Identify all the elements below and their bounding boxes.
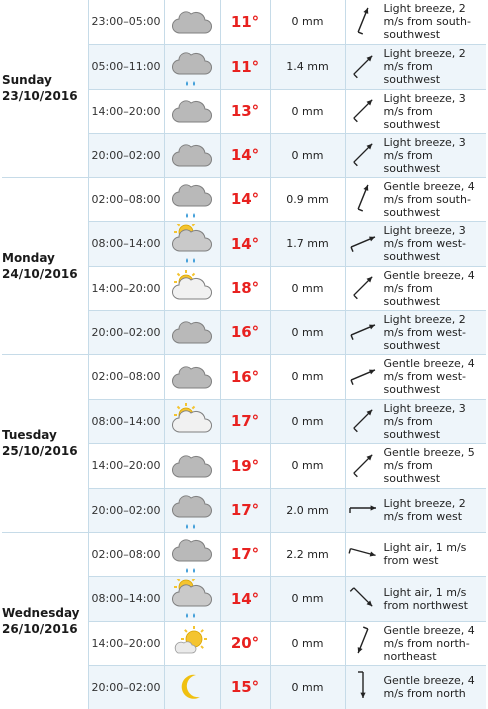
sun-cloud-rain-icon <box>165 579 220 619</box>
temperature: 16° <box>220 310 270 354</box>
weather-symbol <box>164 44 220 89</box>
wind-cell <box>345 89 486 133</box>
period-time: 05:00–11:00 <box>88 44 164 89</box>
wind-arrow-icon <box>346 404 380 438</box>
moon-icon <box>165 667 220 707</box>
cloud-icon <box>165 2 220 42</box>
sun-cloud-rain-icon <box>165 224 220 264</box>
period-time: 20:00–02:00 <box>88 310 164 354</box>
wind-arrow-icon <box>346 360 380 394</box>
precipitation: 1.7 mm <box>270 221 345 266</box>
day-date: 25/10/2016 <box>2 444 78 458</box>
wind-arrow-icon <box>346 670 380 704</box>
wind-description: Light breeze, 2 m/s from west <box>383 497 466 523</box>
precipitation: 0 mm <box>270 354 345 399</box>
precipitation: 0.9 mm <box>270 177 345 221</box>
temperature: 15° <box>220 665 270 709</box>
wind-cell <box>345 443 486 488</box>
wind-description: Light breeze, 2 m/s from south-southwest <box>383 2 471 42</box>
cloud-icon <box>165 91 220 131</box>
wind-description: Gentle breeze, 4 m/s from north-northeast <box>383 623 475 663</box>
precipitation: 2.2 mm <box>270 532 345 576</box>
forecast-row <box>2 177 486 221</box>
wind-cell <box>345 399 486 443</box>
day-name: Sunday <box>2 73 52 88</box>
wind-cell <box>345 354 486 399</box>
sun-small-cloud-icon <box>165 623 220 663</box>
day-cell <box>2 0 88 177</box>
weather-symbol <box>164 488 220 532</box>
wind-cell <box>345 532 486 576</box>
wind-arrow-icon <box>346 315 380 349</box>
day-name: Monday <box>2 250 55 265</box>
wind-cell <box>345 488 486 532</box>
day-date: 23/10/2016 <box>2 89 78 104</box>
wind-arrow-icon <box>346 94 380 128</box>
cloud-icon <box>165 357 220 397</box>
cloud-rain-icon <box>165 179 220 219</box>
wind-description: Light breeze, 2 m/s from west-southwest <box>383 312 467 352</box>
period-time: 14:00–20:00 <box>88 443 164 488</box>
precipitation: 0 mm <box>270 310 345 354</box>
period-time: 20:00–02:00 <box>88 665 164 709</box>
period-time: 23:00–05:00 <box>88 0 164 44</box>
temperature: 19° <box>220 443 270 488</box>
wind-arrow-icon <box>346 50 380 84</box>
cloud-rain-icon <box>165 47 220 87</box>
period-time: 20:00–02:00 <box>88 488 164 532</box>
sun-cloud-icon <box>165 401 220 441</box>
day-cell <box>2 532 88 709</box>
precipitation: 0 mm <box>270 266 345 310</box>
precipitation: 0 mm <box>270 0 345 44</box>
wind-description: Light air, 1 m/s from west <box>383 541 467 567</box>
weather-symbol <box>164 0 220 44</box>
period-time: 20:00–02:00 <box>88 133 164 177</box>
precipitation: 0 mm <box>270 89 345 133</box>
wind-description: Gentle breeze, 5 m/s from southwest <box>383 446 475 485</box>
weather-symbol <box>164 310 220 354</box>
forecast-row <box>2 532 486 576</box>
cloud-rain-icon <box>165 534 220 574</box>
weather-symbol <box>164 221 220 266</box>
weather-symbol <box>164 89 220 133</box>
wind-arrow-icon <box>346 582 380 616</box>
wind-description: Gentle breeze, 4 m/s from west-southwest <box>383 357 475 396</box>
wind-arrow-icon <box>346 493 380 527</box>
temperature: 18° <box>220 266 270 310</box>
wind-description: Light air, 1 m/s from northwest <box>383 585 468 612</box>
period-time: 14:00–20:00 <box>88 621 164 665</box>
period-time: 02:00–08:00 <box>88 354 164 399</box>
temperature: 13° <box>220 89 270 133</box>
wind-arrow-icon <box>346 227 380 261</box>
wind-cell <box>345 177 486 221</box>
wind-description: Gentle breeze, 4 m/s from north <box>383 674 475 701</box>
wind-cell <box>345 0 486 44</box>
cloud-icon <box>165 135 220 175</box>
wind-arrow-icon <box>346 626 380 660</box>
day-date: 24/10/2016 <box>2 266 78 281</box>
period-time: 02:00–08:00 <box>88 532 164 576</box>
sun-cloud-icon <box>165 268 220 308</box>
temperature: 11° <box>220 44 270 89</box>
wind-cell <box>345 576 486 621</box>
temperature: 11° <box>220 0 270 44</box>
weather-symbol <box>164 133 220 177</box>
temperature: 16° <box>220 354 270 399</box>
wind-description: Light breeze, 2 m/s from southwest <box>383 47 466 86</box>
wind-description: Light breeze, 3 m/s from west-southwest <box>383 224 467 263</box>
weather-symbol <box>164 266 220 310</box>
period-time: 08:00–14:00 <box>88 576 164 621</box>
wind-description: Light breeze, 3 m/s from southwest <box>383 135 466 175</box>
period-time: 02:00–08:00 <box>88 177 164 221</box>
period-time: 14:00–20:00 <box>88 89 164 133</box>
forecast-row <box>2 0 486 44</box>
precipitation: 0 mm <box>270 621 345 665</box>
wind-cell <box>345 621 486 665</box>
forecast-row <box>2 354 486 399</box>
temperature: 14° <box>220 133 270 177</box>
precipitation: 1.4 mm <box>270 44 345 89</box>
day-name: Tuesday <box>2 428 57 442</box>
cloud-icon <box>165 446 220 486</box>
wind-cell <box>345 221 486 266</box>
day-cell <box>2 354 88 532</box>
weather-symbol <box>164 177 220 221</box>
weather-symbol <box>164 532 220 576</box>
temperature: 17° <box>220 399 270 443</box>
weather-symbol <box>164 354 220 399</box>
wind-arrow-icon <box>346 5 380 39</box>
day-cell <box>2 177 88 354</box>
wind-cell <box>345 310 486 354</box>
wind-cell <box>345 266 486 310</box>
precipitation: 0 mm <box>270 576 345 621</box>
wind-description: Light breeze, 3 m/s from southwest <box>383 401 466 441</box>
wind-cell <box>345 44 486 89</box>
weather-symbol <box>164 621 220 665</box>
precipitation: 0 mm <box>270 133 345 177</box>
period-time: 08:00–14:00 <box>88 221 164 266</box>
wind-arrow-icon <box>346 138 380 172</box>
temperature: 14° <box>220 177 270 221</box>
precipitation: 0 mm <box>270 399 345 443</box>
weather-symbol <box>164 665 220 709</box>
wind-cell <box>345 665 486 709</box>
day-name: Wednesday <box>2 605 80 620</box>
temperature: 14° <box>220 221 270 266</box>
wind-cell <box>345 133 486 177</box>
weather-symbol <box>164 399 220 443</box>
weather-symbol <box>164 576 220 621</box>
temperature: 17° <box>220 532 270 576</box>
precipitation: 0 mm <box>270 665 345 709</box>
forecast-table <box>2 0 486 709</box>
period-time: 08:00–14:00 <box>88 399 164 443</box>
wind-arrow-icon <box>346 449 380 483</box>
wind-description: Gentle breeze, 4 m/s from southwest <box>383 268 475 308</box>
precipitation: 0 mm <box>270 443 345 488</box>
precipitation: 2.0 mm <box>270 488 345 532</box>
weather-symbol <box>164 443 220 488</box>
temperature: 20° <box>220 621 270 665</box>
wind-description: Light breeze, 3 m/s from southwest <box>383 91 466 131</box>
wind-arrow-icon <box>346 182 380 216</box>
wind-arrow-icon <box>346 537 380 571</box>
cloud-rain-icon <box>165 490 220 530</box>
period-time: 14:00–20:00 <box>88 266 164 310</box>
cloud-icon <box>165 312 220 352</box>
wind-arrow-icon <box>346 271 380 305</box>
day-date: 26/10/2016 <box>2 621 78 636</box>
wind-description: Gentle breeze, 4 m/s from south-southwest <box>383 179 475 219</box>
temperature: 17° <box>220 488 270 532</box>
temperature: 14° <box>220 576 270 621</box>
